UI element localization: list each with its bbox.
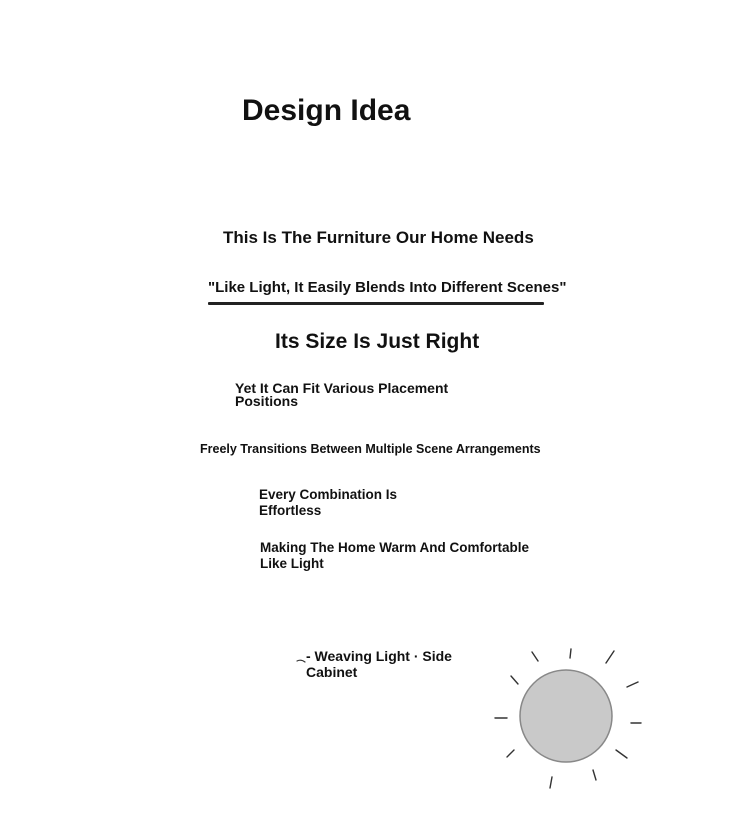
body-line-4: Making The Home Warm And Comfortable Like Light [260,540,530,571]
quote-underline [208,302,544,305]
sun-disc [520,670,612,762]
size-heading: Its Size Is Just Right [275,330,480,353]
product-caption: - Weaving Light · Side Cabinet [306,648,452,680]
body-line-3: Every Combination Is Effortless [259,487,398,518]
hand-drawn-mark-icon [296,656,306,666]
headline: This Is The Furniture Our Home Needs [223,228,534,247]
quote-text: "Like Light, It Easily Blends Into Different Scenes" [208,279,567,296]
sun-icon [488,640,648,800]
body-line-1: Yet It Can Fit Various Placement Positions [235,380,449,409]
page-title: Design Idea [242,94,411,127]
body-line-2: Freely Transitions Between Multiple Scene Arrangements [200,442,541,456]
